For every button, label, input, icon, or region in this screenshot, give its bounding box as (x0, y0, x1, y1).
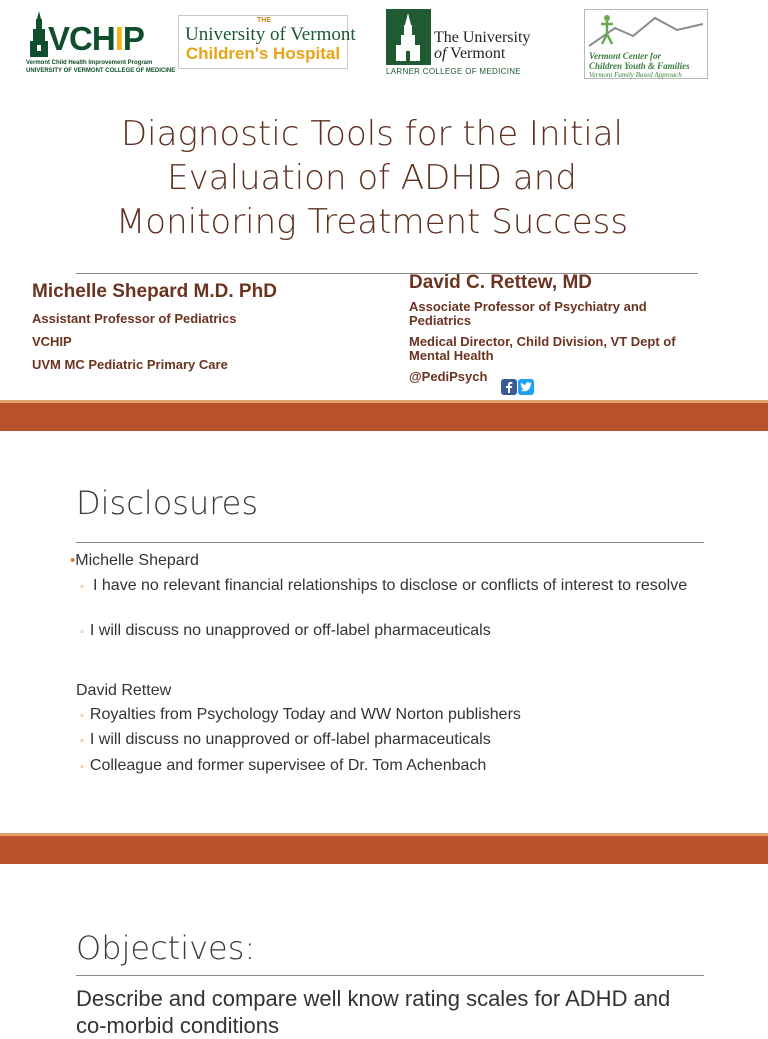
presenter1-org: VCHIP (32, 334, 72, 349)
presenter2-position: Medical Director, Child Division, VT Dept of Mental Health (409, 334, 676, 363)
presenter2-name: David C. Rettew, MD (409, 272, 592, 293)
twitter-icon[interactable] (518, 379, 534, 395)
slide-separator-band (0, 400, 768, 431)
presentation-title: Diagnostic Tools for the Initial Evaluation of ADHD and Monitoring Treatment Success (115, 114, 629, 242)
slide-separator-highlight (0, 833, 768, 836)
ring-bullet-icon: ◦ (80, 626, 84, 638)
disclosure-item: ◦ I will discuss no unapproved or off-label pharmaceuticals (80, 622, 491, 639)
uvm-tower-icon (386, 9, 431, 65)
vchip-college: UNIVERSITY OF VERMONT COLLEGE OF MEDICINE (26, 68, 176, 74)
uvm-childrens-hospital-logo: THE University of Vermont Children's Hospital (178, 15, 348, 69)
presenter1-dept: UVM MC Pediatric Primary Care (32, 357, 228, 372)
slide-separator-band (0, 833, 768, 864)
presenter1-name: Michelle Shepard M.D. PhD (32, 281, 277, 302)
disclosure-item: ◦ Royalties from Psychology Today and WW Norton publishers (80, 706, 521, 723)
objectives-heading: Objectives: (76, 929, 256, 967)
uvm-larner-logo: The University of Vermont LARNER COLLEGE OF MEDICINE (386, 9, 526, 77)
ring-bullet-icon: ◦ (80, 581, 84, 593)
presenter2-handle[interactable]: @PediPsych (409, 369, 488, 384)
presenter2-role: Associate Professor of Psychiatry and Pediatrics (409, 299, 647, 328)
disclosure-item (80, 577, 90, 595)
ring-bullet-icon: ◦ (80, 735, 84, 747)
vchip-logo: VCHIP Vermont Child Health Improvement Program UNIVERSITY OF VERMONT COLLEGE OF MEDICINE (26, 9, 146, 77)
disclosure-item: ◦ Colleague and former supervisee of Dr. Tom Achenbach (80, 757, 487, 774)
disclosure-item-text: I have no relevant financial relationships to disclose or conflicts of interest to resolve (93, 577, 688, 594)
title-divider (76, 273, 698, 274)
ring-bullet-icon: ◦ (80, 761, 84, 773)
disclosures-heading: Disclosures (76, 484, 259, 522)
facebook-icon[interactable] (501, 379, 517, 395)
slide-separator-highlight (0, 400, 768, 403)
disclosures-divider (76, 542, 704, 543)
bullet-icon: • (70, 552, 76, 569)
ring-bullet-icon: ◦ (80, 710, 84, 722)
family-figure-icon (585, 10, 707, 50)
disclosure-item: ◦ I will discuss no unapproved or off-label pharmaceuticals (80, 731, 491, 748)
objectives-text: Describe and compare well know rating scales for ADHD and co-morbid conditions (76, 986, 671, 1038)
presenter1-role: Assistant Professor of Pediatrics (32, 311, 237, 326)
vchip-subtitle: Vermont Child Health Improvement Program (26, 60, 153, 66)
vermont-center-families-logo: Vermont Center for Children Youth & Families Vermont Family Based Approach (584, 9, 708, 79)
social-icons (501, 379, 534, 396)
objectives-divider (76, 975, 704, 976)
disclosure-person1: •Michelle Shepard (70, 552, 199, 569)
disclosure-person2: David Rettew (76, 682, 172, 699)
